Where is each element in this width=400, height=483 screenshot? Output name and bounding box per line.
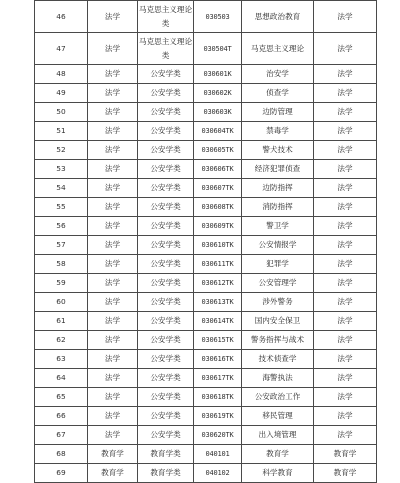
- degree-type: 法学: [314, 141, 377, 160]
- table-row: [35, 103, 377, 122]
- major-name: 教育学: [242, 445, 314, 464]
- major-name: 治安学: [242, 65, 314, 84]
- discipline-category: 法学: [88, 103, 138, 122]
- major-code: 030604TK: [194, 122, 242, 141]
- table-row: [35, 122, 377, 141]
- row-number: 63: [35, 350, 88, 369]
- major-class: 公安学类: [138, 179, 194, 198]
- table-row: [35, 445, 377, 464]
- row-number: 62: [35, 331, 88, 350]
- major-class: 公安学类: [138, 350, 194, 369]
- major-class: 公安学类: [138, 141, 194, 160]
- row-number: 48: [35, 65, 88, 84]
- table-row: [35, 33, 377, 65]
- major-name: 国内安全保卫: [242, 312, 314, 331]
- major-code: 030617TK: [194, 369, 242, 388]
- degree-type: 教育学: [314, 464, 377, 483]
- degree-type: 法学: [314, 217, 377, 236]
- major-class: 公安学类: [138, 236, 194, 255]
- major-name: 犯罪学: [242, 255, 314, 274]
- row-number: 49: [35, 84, 88, 103]
- major-class: 公安学类: [138, 84, 194, 103]
- major-name: 公安情报学: [242, 236, 314, 255]
- major-code: 030610TK: [194, 236, 242, 255]
- major-name: 边防管理: [242, 103, 314, 122]
- table-row: [35, 65, 377, 84]
- discipline-category: 法学: [88, 407, 138, 426]
- degree-type: 法学: [314, 293, 377, 312]
- table-row: [35, 331, 377, 350]
- row-number: 46: [35, 1, 88, 33]
- major-class: 马克思主义理论类: [138, 33, 194, 65]
- major-class: 公安学类: [138, 426, 194, 445]
- major-code: 030606TK: [194, 160, 242, 179]
- degree-type: 法学: [314, 426, 377, 445]
- major-code: 030609TK: [194, 217, 242, 236]
- major-class: 公安学类: [138, 217, 194, 236]
- major-class: 公安学类: [138, 369, 194, 388]
- degree-type: 法学: [314, 65, 377, 84]
- major-name: 出入境管理: [242, 426, 314, 445]
- row-number: 69: [35, 464, 88, 483]
- table-row: [35, 255, 377, 274]
- major-code: 030607TK: [194, 179, 242, 198]
- row-number: 52: [35, 141, 88, 160]
- row-number: 67: [35, 426, 88, 445]
- major-code: 030611TK: [194, 255, 242, 274]
- degree-type: 法学: [314, 1, 377, 33]
- degree-type: 法学: [314, 33, 377, 65]
- degree-type: 法学: [314, 103, 377, 122]
- degree-type: 法学: [314, 236, 377, 255]
- major-name: 禁毒学: [242, 122, 314, 141]
- row-number: 51: [35, 122, 88, 141]
- table-row: [35, 1, 377, 33]
- major-name: 经济犯罪侦查: [242, 160, 314, 179]
- major-class: 公安学类: [138, 312, 194, 331]
- table-row: [35, 369, 377, 388]
- major-code: 030616TK: [194, 350, 242, 369]
- major-name: 警卫学: [242, 217, 314, 236]
- discipline-category: 法学: [88, 65, 138, 84]
- table-row: [35, 217, 377, 236]
- major-code: 030620TK: [194, 426, 242, 445]
- major-code: 030613TK: [194, 293, 242, 312]
- row-number: 65: [35, 388, 88, 407]
- discipline-category: 法学: [88, 274, 138, 293]
- major-class: 教育学类: [138, 445, 194, 464]
- discipline-category: 法学: [88, 84, 138, 103]
- major-name: 警务指挥与战术: [242, 331, 314, 350]
- table-row: [35, 464, 377, 483]
- table-row: [35, 84, 377, 103]
- discipline-category: 法学: [88, 33, 138, 65]
- table-row: [35, 388, 377, 407]
- major-class: 教育学类: [138, 464, 194, 483]
- major-code: 030612TK: [194, 274, 242, 293]
- major-class: 公安学类: [138, 407, 194, 426]
- discipline-category: 法学: [88, 160, 138, 179]
- major-class: 公安学类: [138, 274, 194, 293]
- major-name: 技术侦查学: [242, 350, 314, 369]
- discipline-category: 法学: [88, 388, 138, 407]
- table-row: [35, 407, 377, 426]
- major-name: 移民管理: [242, 407, 314, 426]
- table-row: [35, 274, 377, 293]
- major-code: 030504T: [194, 33, 242, 65]
- discipline-category: 法学: [88, 369, 138, 388]
- major-class: 公安学类: [138, 388, 194, 407]
- row-number: 58: [35, 255, 88, 274]
- degree-type: 法学: [314, 122, 377, 141]
- major-code: 030603K: [194, 103, 242, 122]
- degree-type: 法学: [314, 331, 377, 350]
- major-catalog-table: [34, 0, 377, 483]
- table-row: [35, 179, 377, 198]
- table-row: [35, 236, 377, 255]
- discipline-category: 教育学: [88, 445, 138, 464]
- discipline-category: 法学: [88, 1, 138, 33]
- discipline-category: 教育学: [88, 464, 138, 483]
- discipline-category: 法学: [88, 350, 138, 369]
- table-row: [35, 160, 377, 179]
- discipline-category: 法学: [88, 198, 138, 217]
- major-name: 边防指挥: [242, 179, 314, 198]
- degree-type: 法学: [314, 369, 377, 388]
- table-row: [35, 312, 377, 331]
- major-code: 030615TK: [194, 331, 242, 350]
- major-code: 030605TK: [194, 141, 242, 160]
- major-class: 公安学类: [138, 122, 194, 141]
- row-number: 53: [35, 160, 88, 179]
- major-name: 涉外警务: [242, 293, 314, 312]
- major-code: 040102: [194, 464, 242, 483]
- degree-type: 法学: [314, 179, 377, 198]
- discipline-category: 法学: [88, 179, 138, 198]
- row-number: 50: [35, 103, 88, 122]
- table-row: [35, 350, 377, 369]
- major-name: 侦查学: [242, 84, 314, 103]
- row-number: 55: [35, 198, 88, 217]
- discipline-category: 法学: [88, 122, 138, 141]
- major-class: 公安学类: [138, 65, 194, 84]
- row-number: 68: [35, 445, 88, 464]
- major-code: 030503: [194, 1, 242, 33]
- degree-type: 法学: [314, 84, 377, 103]
- row-number: 54: [35, 179, 88, 198]
- major-class: 公安学类: [138, 255, 194, 274]
- major-code: 030608TK: [194, 198, 242, 217]
- discipline-category: 法学: [88, 293, 138, 312]
- major-name: 警犬技术: [242, 141, 314, 160]
- discipline-category: 法学: [88, 426, 138, 445]
- table-body: [35, 1, 377, 483]
- major-class: 公安学类: [138, 103, 194, 122]
- discipline-category: 法学: [88, 217, 138, 236]
- major-name: 思想政治教育: [242, 1, 314, 33]
- row-number: 61: [35, 312, 88, 331]
- major-code: 030602K: [194, 84, 242, 103]
- major-code: 030614TK: [194, 312, 242, 331]
- major-name: 海警执法: [242, 369, 314, 388]
- degree-type: 法学: [314, 350, 377, 369]
- discipline-category: 法学: [88, 331, 138, 350]
- discipline-category: 法学: [88, 236, 138, 255]
- row-number: 64: [35, 369, 88, 388]
- degree-type: 法学: [314, 160, 377, 179]
- row-number: 56: [35, 217, 88, 236]
- discipline-category: 法学: [88, 141, 138, 160]
- table-row: [35, 141, 377, 160]
- degree-type: 法学: [314, 312, 377, 331]
- row-number: 59: [35, 274, 88, 293]
- major-code: 030601K: [194, 65, 242, 84]
- major-class: 公安学类: [138, 331, 194, 350]
- degree-type: 法学: [314, 255, 377, 274]
- major-class: 马克思主义理论类: [138, 1, 194, 33]
- major-class: 公安学类: [138, 293, 194, 312]
- table-row: [35, 426, 377, 445]
- major-code: 040101: [194, 445, 242, 464]
- major-name: 公安管理学: [242, 274, 314, 293]
- degree-type: 法学: [314, 388, 377, 407]
- degree-type: 法学: [314, 407, 377, 426]
- table-row: [35, 293, 377, 312]
- discipline-category: 法学: [88, 255, 138, 274]
- major-code: 030619TK: [194, 407, 242, 426]
- row-number: 66: [35, 407, 88, 426]
- degree-type: 法学: [314, 198, 377, 217]
- major-name: 公安政治工作: [242, 388, 314, 407]
- degree-type: 法学: [314, 274, 377, 293]
- major-name: 消防指挥: [242, 198, 314, 217]
- major-code: 030618TK: [194, 388, 242, 407]
- degree-type: 教育学: [314, 445, 377, 464]
- major-class: 公安学类: [138, 198, 194, 217]
- row-number: 47: [35, 33, 88, 65]
- major-name: 科学教育: [242, 464, 314, 483]
- table-row: [35, 198, 377, 217]
- discipline-category: 法学: [88, 312, 138, 331]
- row-number: 57: [35, 236, 88, 255]
- major-name: 马克思主义理论: [242, 33, 314, 65]
- row-number: 60: [35, 293, 88, 312]
- major-class: 公安学类: [138, 160, 194, 179]
